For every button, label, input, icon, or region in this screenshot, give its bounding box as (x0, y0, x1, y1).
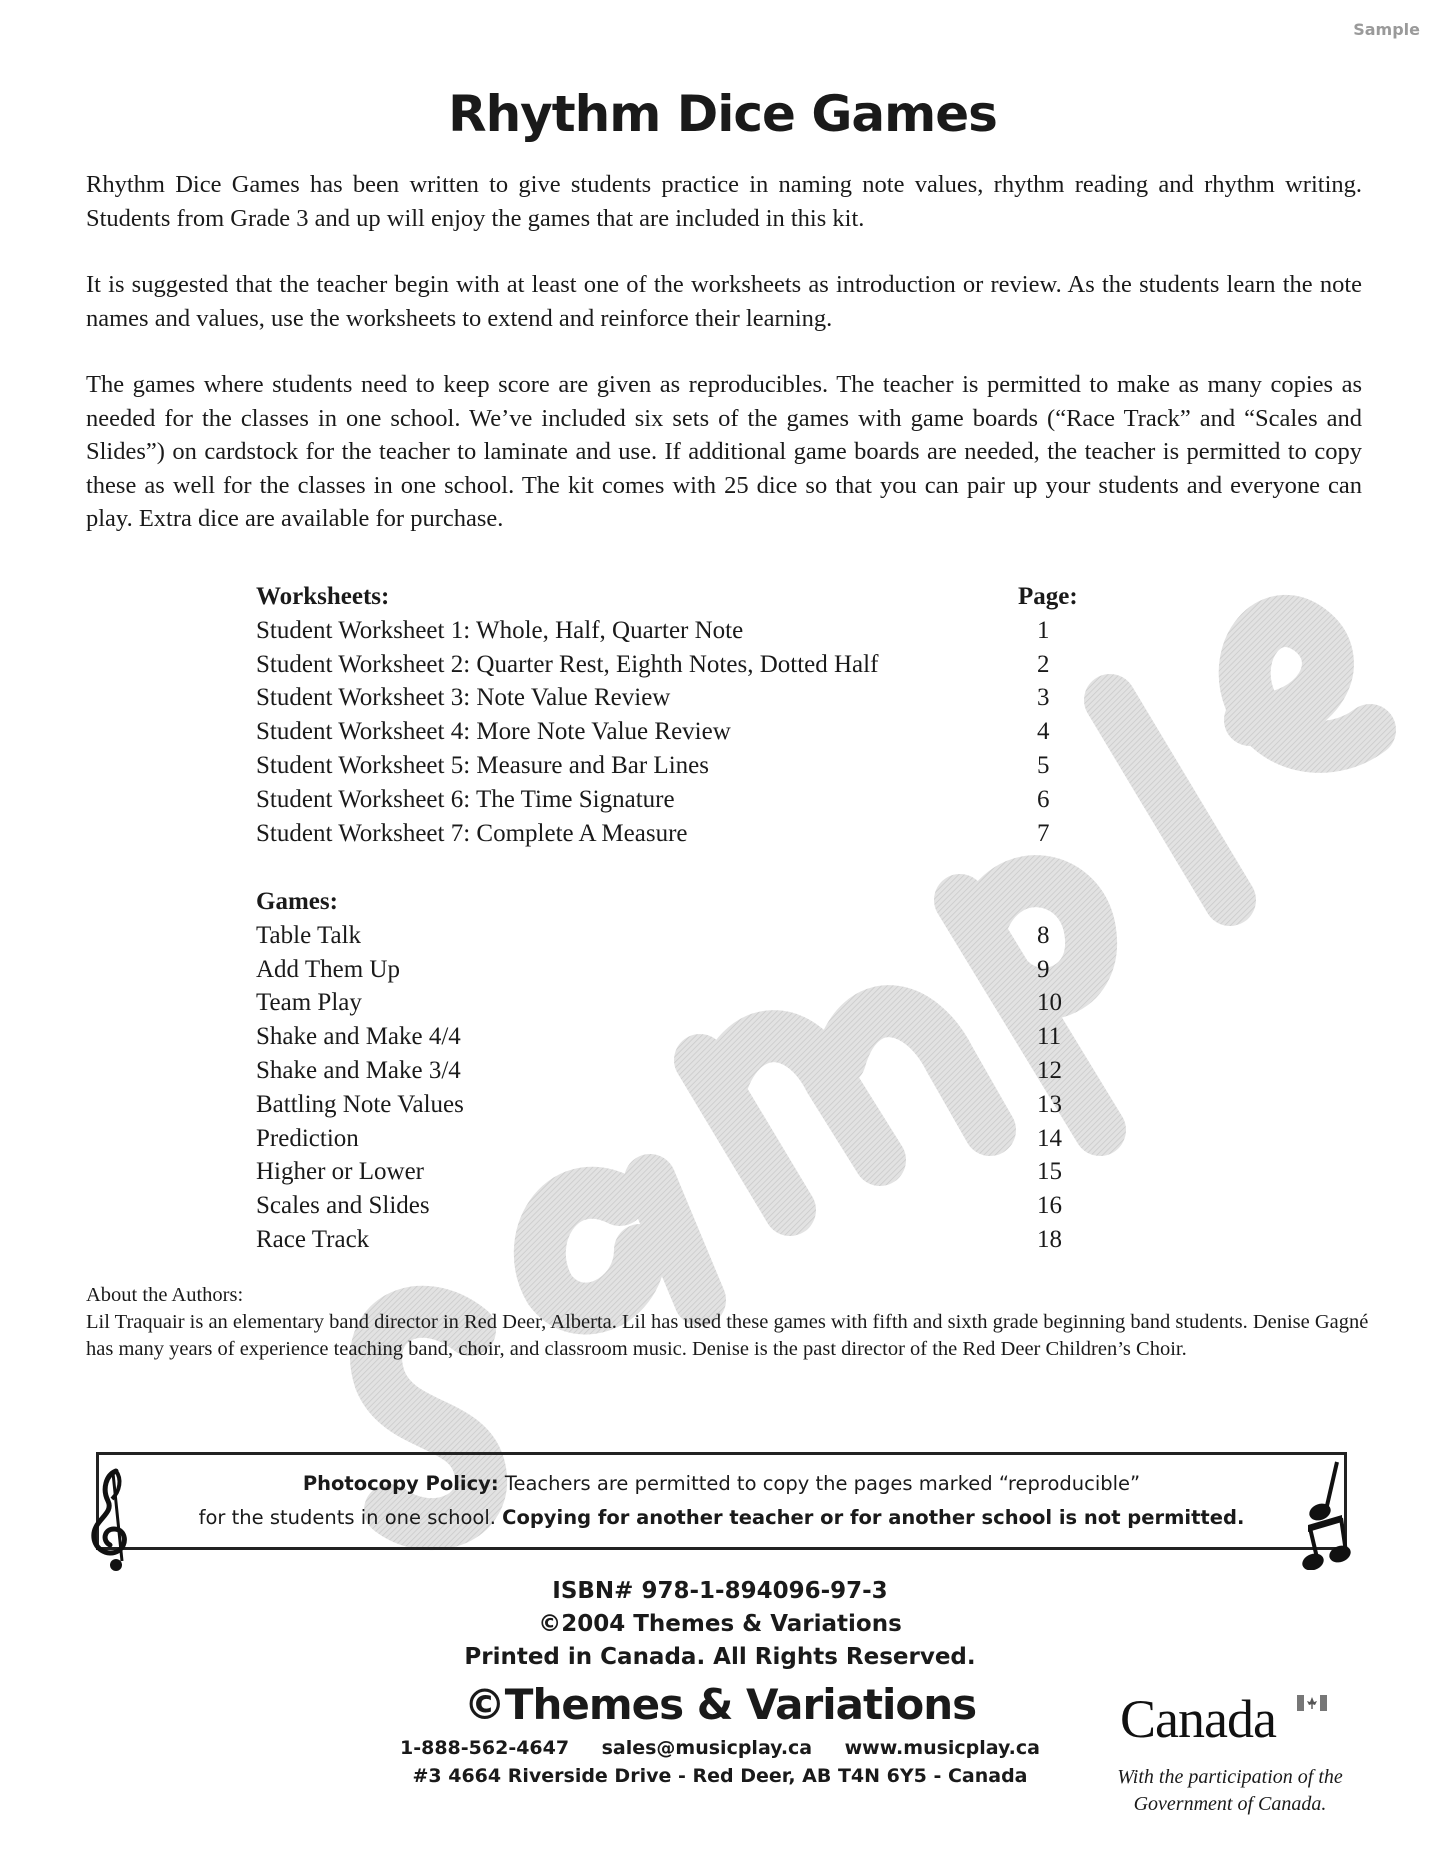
policy-text-2-bold: Copying for another teacher or for another school is not permitted. (502, 1506, 1245, 1529)
item-label: Prediction (256, 1124, 359, 1152)
authors-text: Lil Traquair is an elementary band director in Red Deer, Alberta. Lil has used these games with fifth and sixth grade beginning band students. Denise Gagné has many years of experience teaching band, choir, and classroom music. Denise is the past director of the Red Deer Children’s Choir. (86, 1311, 1369, 1360)
list-item (256, 1088, 1096, 1122)
policy-line-1 (149, 1471, 1294, 1497)
publisher-contact (400, 1736, 1040, 1760)
list-item (256, 715, 1096, 749)
treble-clef-icon (86, 1465, 140, 1575)
worksheets-heading: Worksheets: (256, 583, 390, 610)
item-label: Team Play (256, 989, 362, 1017)
item-label: Shake and Make 4/4 (256, 1023, 461, 1051)
item-page: 6 (1037, 785, 1050, 813)
canada-flag-icon (1297, 1695, 1327, 1711)
item-page: 11 (1037, 1023, 1062, 1051)
item-label: Student Worksheet 5: Measure and Bar Lines (256, 751, 709, 779)
item-page: 13 (1037, 1090, 1062, 1118)
list-item (256, 681, 1096, 715)
gov-note-line-1: With the participation of the (1117, 1766, 1343, 1788)
list-item (256, 614, 1096, 648)
item-label: Shake and Make 3/4 (256, 1056, 461, 1084)
about-authors (86, 1282, 1376, 1363)
item-page: 15 (1037, 1158, 1062, 1186)
policy-line-2 (149, 1505, 1294, 1531)
item-label: Student Worksheet 1: Whole, Half, Quarter Note (256, 616, 744, 644)
list-item (256, 1155, 1096, 1189)
phone: 1-888-562-4647 (400, 1737, 570, 1759)
publisher-address: #3 4664 Riverside Drive - Red Deer, AB T4N 6Y5 - Canada (412, 1765, 1028, 1787)
item-label: Add Them Up (256, 955, 400, 983)
worksheets-header (256, 580, 1096, 614)
list-item (256, 953, 1096, 987)
list-item (256, 749, 1096, 783)
watermark-label: Sample (1353, 20, 1420, 39)
list-item (256, 986, 1096, 1020)
item-label: Battling Note Values (256, 1090, 464, 1118)
email-link[interactable]: sales@musicplay.ca (601, 1737, 813, 1759)
item-label: Student Worksheet 6: The Time Signature (256, 785, 675, 813)
item-page: 8 (1037, 921, 1050, 949)
government-participation-note (1090, 1764, 1370, 1818)
intro-paragraph-2: It is suggested that the teacher begin with at least one of the worksheets as introduction or review. As the students learn the note names and values, use the worksheets to extend and reinforce their learning. (86, 271, 1362, 332)
item-page: 16 (1037, 1192, 1062, 1220)
policy-text-1: Teachers are permitted to copy the pages marked “reproducible” (498, 1472, 1141, 1495)
item-label: Student Worksheet 2: Quarter Rest, Eighth Notes, Dotted Half (256, 650, 879, 678)
rights-statement: Printed in Canada. All Rights Reserved. (464, 1644, 976, 1670)
item-page: 2 (1037, 650, 1050, 678)
authors-heading: About the Authors: (86, 1284, 244, 1306)
isbn: ISBN# 978-1-894096-97-3 (552, 1578, 888, 1604)
photocopy-policy-box (96, 1452, 1347, 1550)
music-notes-icon (1300, 1450, 1360, 1570)
item-page: 10 (1037, 989, 1062, 1017)
policy-text-2: for the students in one school. (198, 1506, 503, 1529)
item-page: 9 (1037, 955, 1050, 983)
list-item (256, 783, 1096, 817)
list-item (256, 1189, 1096, 1223)
item-label: Table Talk (256, 921, 362, 949)
item-page: 14 (1037, 1124, 1062, 1152)
policy-label: Photocopy Policy: (302, 1472, 499, 1495)
publisher-logo: ©Themes & Variations (463, 1680, 977, 1729)
item-page: 18 (1037, 1225, 1062, 1253)
copyright: ©2004 Themes & Variations (538, 1611, 902, 1637)
canada-wordmark: Canada (1120, 1689, 1276, 1749)
worksheets-list (256, 580, 1096, 850)
list-item (256, 1223, 1096, 1257)
gov-note-line-2: Government of Canada. (1133, 1793, 1327, 1815)
list-item (256, 648, 1096, 682)
item-page: 1 (1037, 616, 1050, 644)
item-label: Student Worksheet 4: More Note Value Review (256, 718, 731, 746)
item-page: 7 (1037, 819, 1050, 847)
website-link[interactable]: www.musicplay.ca (844, 1737, 1040, 1759)
item-label: Student Worksheet 3: Note Value Review (256, 684, 671, 712)
item-page: 5 (1037, 751, 1050, 779)
list-item (256, 817, 1096, 851)
item-label: Student Worksheet 7: Complete A Measure (256, 819, 688, 847)
item-page: 4 (1037, 718, 1050, 746)
item-page: 12 (1037, 1056, 1062, 1084)
games-list (256, 885, 1096, 1257)
item-page: 3 (1037, 684, 1050, 712)
item-label: Scales and Slides (256, 1192, 430, 1220)
item-label: Race Track (256, 1225, 370, 1253)
list-item (256, 1054, 1096, 1088)
intro-paragraph-1: Rhythm Dice Games has been written to give students practice in naming note values, rhythm reading and rhythm writing. Students from Grade 3 and up will enjoy the games that are included in this kit. (86, 171, 1362, 232)
list-item (256, 1122, 1096, 1156)
intro-paragraph-3: The games where students need to keep score are given as reproducibles. The teacher is permitted to make as many copies as needed for the classes in one school. We’ve included six sets of the games with game boards (“Race Track” and “Scales and Slides”) on cardstock for the teacher to laminate and use. If additional game boards are needed, the teacher is permitted to copy these as well for the classes in one school. The kit comes with 25 dice so that you can pair up your students and everyone can play. Extra dice are available for purchase. (86, 371, 1362, 532)
page-heading: Page: (1018, 583, 1078, 610)
page-title: Rhythm Dice Games (448, 85, 997, 143)
list-item (256, 919, 1096, 953)
list-item (256, 1020, 1096, 1054)
games-heading: Games: (256, 888, 338, 915)
games-header (256, 885, 1096, 919)
item-label: Higher or Lower (256, 1158, 424, 1186)
